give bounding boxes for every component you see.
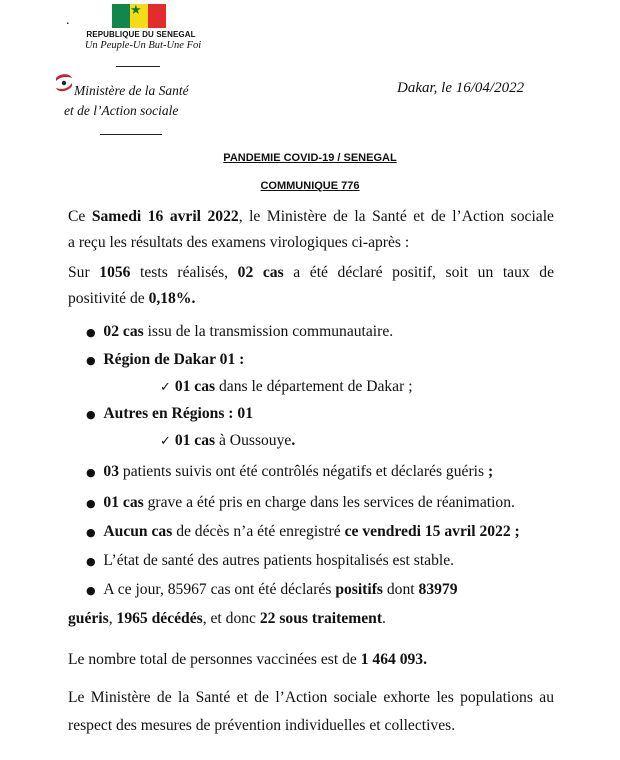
republic-name: REPUBLIQUE DU SENEGAL xyxy=(86,30,196,39)
bullet-icon: ● xyxy=(86,326,96,339)
item-bold: 02 cas xyxy=(103,323,144,340)
intro-text: , le Ministère de la Santé et de l’Action sociale xyxy=(238,208,554,225)
checkmark-icon: ✓ xyxy=(160,380,171,395)
list-item xyxy=(86,322,393,343)
closing-paragraph xyxy=(68,684,554,740)
item-text: dans le département de Dakar ; xyxy=(215,378,413,395)
item-bold: 03 xyxy=(103,463,119,480)
list-item xyxy=(86,580,458,601)
communique-number: COMMUNIQUE 776 xyxy=(260,180,360,192)
item-bold: Aucun cas xyxy=(103,523,173,540)
header-divider-bottom xyxy=(100,134,162,135)
item-text: à Oussouye xyxy=(215,432,292,449)
document-title: PANDEMIE COVID-19 / SENEGAL xyxy=(223,152,397,164)
bullet-icon: ● xyxy=(86,354,96,367)
vaccination-line xyxy=(68,650,427,670)
flag-red-band xyxy=(148,4,166,28)
item-text: L’état de santé des autres patients hospitalisés est stable. xyxy=(103,552,455,569)
flag-yellow-band xyxy=(130,4,148,28)
bullet-icon: ● xyxy=(86,408,96,421)
item-text: A ce jour, 85967 cas ont été déclarés xyxy=(103,581,336,598)
tests-text: Sur xyxy=(68,264,100,281)
list-item xyxy=(86,404,253,425)
item-text: . xyxy=(382,610,386,627)
ministry-logo-icon xyxy=(52,72,76,94)
bullet-icon: ● xyxy=(86,555,96,568)
list-item xyxy=(86,493,515,514)
intro-line-2: a reçu les résultats des examens virologiques ci-après : xyxy=(68,234,410,251)
intro-text: Ce xyxy=(68,208,92,225)
bullet-icon: ● xyxy=(86,584,96,597)
item-text: , et donc xyxy=(202,610,260,627)
item-bold: ; xyxy=(487,463,494,480)
bullet-icon: ● xyxy=(86,526,96,539)
item-text: dont xyxy=(382,581,419,598)
tests-line-1 xyxy=(68,260,554,286)
item-bold: 22 sous traitement xyxy=(259,610,383,627)
item-text: de décès n’a été enregistré xyxy=(172,523,345,540)
vaccination-text: Le nombre total de personnes vaccinées est de xyxy=(68,651,361,668)
item-bold: Autres en Régions : 01 xyxy=(103,405,253,422)
list-item xyxy=(86,551,454,572)
item-bold: . xyxy=(291,432,296,449)
tests-line-2 xyxy=(68,286,554,312)
list-item-continuation xyxy=(68,609,386,629)
item-text: grave a été pris en charge dans les services de réanimation. xyxy=(143,494,515,511)
item-text: issu de la transmission communautaire. xyxy=(143,323,394,340)
list-item xyxy=(86,462,493,483)
list-item xyxy=(86,522,520,543)
item-bold: ce vendredi 15 avril 2022 ; xyxy=(344,523,520,540)
tests-text: tests réalisés, xyxy=(130,264,238,281)
tests-text: a été déclaré positif, soit un taux de xyxy=(283,264,555,281)
item-bold: positifs xyxy=(335,581,383,598)
item-bold: 83979 xyxy=(418,581,458,598)
bullet-icon: ● xyxy=(86,466,96,479)
sub-list-item xyxy=(160,431,295,452)
item-bold: Région de Dakar 01 : xyxy=(103,351,245,368)
ministry-line-2: et de l’Action sociale xyxy=(64,103,179,118)
intro-paragraph xyxy=(68,204,554,312)
tests-text: positivité de xyxy=(68,290,149,307)
intro-line-1 xyxy=(68,204,554,230)
item-bold: 01 cas xyxy=(103,494,144,511)
checkmark-icon: ✓ xyxy=(160,434,171,449)
bullet-icon: ● xyxy=(86,497,96,510)
sub-list-item xyxy=(160,377,413,398)
national-motto: Un Peuple-Un But-Une Foi xyxy=(84,40,202,51)
item-bold: guéris xyxy=(68,610,109,627)
item-text: patients suivis ont été contrôlés négatifs et déclarés guéris xyxy=(119,463,488,480)
ministry-name xyxy=(64,81,189,121)
document-date: Dakar, le 16/04/2022 xyxy=(397,80,525,96)
senegal-flag xyxy=(112,4,166,28)
vaccination-total: 1 464 093. xyxy=(360,651,427,668)
header-dot: . xyxy=(66,13,70,28)
intro-date: Samedi 16 avril 2022 xyxy=(91,208,239,225)
item-text: , xyxy=(108,610,117,627)
closing-line-2: respect des mesures de prévention individuelles et collectives. xyxy=(68,717,456,734)
ministry-line-1: Ministère de la Santé xyxy=(74,83,189,98)
closing-line-1: Le Ministère de la Santé et de l’Action sociale exhorte les populations au xyxy=(68,689,554,706)
list-item xyxy=(86,350,244,371)
positive-cases: 02 cas xyxy=(237,264,284,281)
item-bold: 01 cas xyxy=(174,378,216,395)
header-divider-top xyxy=(116,66,160,67)
flag-green-band xyxy=(112,4,130,28)
tests-count: 1056 xyxy=(99,264,131,281)
star-icon: ★ xyxy=(130,3,142,18)
item-bold: 1965 décédés xyxy=(116,610,203,627)
item-bold: 01 cas xyxy=(174,432,216,449)
positivity-rate: 0,18%. xyxy=(148,290,196,307)
